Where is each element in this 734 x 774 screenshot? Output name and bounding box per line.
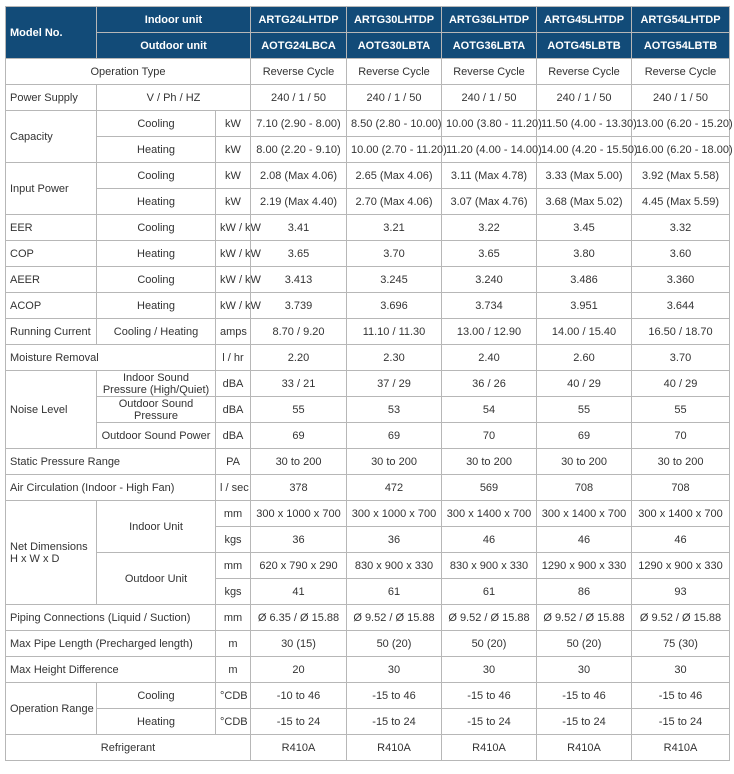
value-cell: Reverse Cycle <box>251 59 347 85</box>
value-cell: 8.70 / 9.20 <box>251 319 347 345</box>
value-cell: 30 <box>347 657 442 683</box>
row-label: Piping Connections (Liquid / Suction) <box>6 605 216 631</box>
sub-label: Heating <box>97 293 216 319</box>
row-label: Input Power <box>6 163 97 215</box>
value-cell: 7.10 (2.90 - 8.00) <box>251 111 347 137</box>
value-cell: Ø 9.52 / Ø 15.88 <box>442 605 537 631</box>
value-cell: 50 (20) <box>347 631 442 657</box>
value-cell: 55 <box>537 397 632 423</box>
value-cell: 2.40 <box>442 345 537 371</box>
value-cell: 14.00 / 15.40 <box>537 319 632 345</box>
outdoor-model-header: AOTG24LBCA <box>251 33 347 59</box>
row-acop <box>6 293 730 319</box>
unit-label: amps <box>216 319 251 345</box>
value-cell: 3.92 (Max 5.58) <box>632 163 730 189</box>
unit-label: mm <box>216 553 251 579</box>
value-cell: 300 x 1000 x 700 <box>347 501 442 527</box>
row-operation-range-heating <box>6 709 730 735</box>
row-refrigerant <box>6 735 730 761</box>
unit-label: °CDB <box>216 683 251 709</box>
value-cell: 10.00 (2.70 - 11.20) <box>347 137 442 163</box>
value-cell: 300 x 1400 x 700 <box>632 501 730 527</box>
value-cell: 86 <box>537 579 632 605</box>
outdoor-model-header: AOTG45LBTB <box>537 33 632 59</box>
unit-label: dBA <box>216 423 251 449</box>
row-label: Moisture Removal <box>6 345 216 371</box>
value-cell: -10 to 46 <box>251 683 347 709</box>
row-label: Operation Type <box>6 59 251 85</box>
value-cell: 61 <box>442 579 537 605</box>
row-label: AEER <box>6 267 97 293</box>
value-cell: 2.65 (Max 4.06) <box>347 163 442 189</box>
row-label: Operation Range <box>6 683 97 735</box>
value-cell: 3.413 <box>251 267 347 293</box>
row-dim-indoor-mm <box>6 501 730 527</box>
value-cell: 3.32 <box>632 215 730 241</box>
row-label: Net Dimensions H x W x D <box>6 501 97 605</box>
value-cell: 708 <box>537 475 632 501</box>
value-cell: -15 to 46 <box>537 683 632 709</box>
value-cell: 55 <box>632 397 730 423</box>
sub-label: Heating <box>97 137 216 163</box>
unit-label: dBA <box>216 371 251 397</box>
value-cell: 300 x 1400 x 700 <box>537 501 632 527</box>
header-row-indoor <box>6 7 730 33</box>
value-cell: -15 to 24 <box>442 709 537 735</box>
unit-label: kW <box>216 137 251 163</box>
value-cell: 30 <box>632 657 730 683</box>
value-cell: 300 x 1400 x 700 <box>442 501 537 527</box>
indoor-unit-header: Indoor unit <box>97 7 251 33</box>
row-label: Power Supply <box>6 85 97 111</box>
unit-label: kW / kW <box>216 267 251 293</box>
value-cell: 3.240 <box>442 267 537 293</box>
row-operation-range-cooling <box>6 683 730 709</box>
sub-label: Outdoor Sound Pressure <box>97 397 216 423</box>
value-cell: -15 to 24 <box>251 709 347 735</box>
value-cell: Ø 9.52 / Ø 15.88 <box>537 605 632 631</box>
sub-label: Indoor Unit <box>97 501 216 553</box>
value-cell: 53 <box>347 397 442 423</box>
value-cell: 16.00 (6.20 - 18.00) <box>632 137 730 163</box>
unit-label: dBA <box>216 397 251 423</box>
row-noise-indoor <box>6 371 730 397</box>
value-cell: 3.65 <box>442 241 537 267</box>
value-cell: 16.50 / 18.70 <box>632 319 730 345</box>
row-moisture-removal <box>6 345 730 371</box>
row-air-circulation <box>6 475 730 501</box>
sub-label: Heating <box>97 189 216 215</box>
value-cell: 46 <box>537 527 632 553</box>
value-cell: 3.245 <box>347 267 442 293</box>
unit-label: kW <box>216 189 251 215</box>
unit-label: kW / kW <box>216 215 251 241</box>
value-cell: -15 to 46 <box>347 683 442 709</box>
value-cell: 300 x 1000 x 700 <box>251 501 347 527</box>
value-cell: 3.33 (Max 5.00) <box>537 163 632 189</box>
sub-label: Cooling <box>97 683 216 709</box>
unit-label: m <box>216 657 251 683</box>
value-cell: 472 <box>347 475 442 501</box>
value-cell: 2.30 <box>347 345 442 371</box>
value-cell: 61 <box>347 579 442 605</box>
row-max-height <box>6 657 730 683</box>
row-capacity-heating <box>6 137 730 163</box>
value-cell: 36 / 26 <box>442 371 537 397</box>
value-cell: 30 to 200 <box>442 449 537 475</box>
row-operation-type <box>6 59 730 85</box>
sub-label: Indoor Sound Pressure (High/Quiet) <box>97 371 216 397</box>
value-cell: 30 to 200 <box>251 449 347 475</box>
specifications-table <box>5 6 733 761</box>
row-max-pipe-length <box>6 631 730 657</box>
outdoor-unit-header: Outdoor unit <box>97 33 251 59</box>
value-cell: 4.45 (Max 5.59) <box>632 189 730 215</box>
unit-label: V / Ph / HZ <box>97 85 251 111</box>
value-cell: R410A <box>347 735 442 761</box>
value-cell: 3.11 (Max 4.78) <box>442 163 537 189</box>
value-cell: 20 <box>251 657 347 683</box>
value-cell: 40 / 29 <box>537 371 632 397</box>
value-cell: 10.00 (3.80 - 11.20) <box>442 111 537 137</box>
value-cell: 240 / 1 / 50 <box>537 85 632 111</box>
value-cell: 3.951 <box>537 293 632 319</box>
value-cell: R410A <box>442 735 537 761</box>
value-cell: 40 / 29 <box>632 371 730 397</box>
value-cell: 3.734 <box>442 293 537 319</box>
unit-label: kgs <box>216 579 251 605</box>
value-cell: 3.65 <box>251 241 347 267</box>
row-noise-outdoor-power <box>6 423 730 449</box>
sub-label: Cooling <box>97 163 216 189</box>
indoor-model-header: ARTG30LHTDP <box>347 7 442 33</box>
sub-label: Heating <box>97 709 216 735</box>
value-cell: 1290 x 900 x 330 <box>537 553 632 579</box>
value-cell: 3.70 <box>632 345 730 371</box>
value-cell: 70 <box>632 423 730 449</box>
value-cell: -15 to 24 <box>347 709 442 735</box>
sub-label: Cooling / Heating <box>97 319 216 345</box>
unit-label: m <box>216 631 251 657</box>
value-cell: Reverse Cycle <box>442 59 537 85</box>
value-cell: 3.70 <box>347 241 442 267</box>
value-cell: 2.70 (Max 4.06) <box>347 189 442 215</box>
unit-label: kW <box>216 163 251 189</box>
value-cell: 708 <box>632 475 730 501</box>
value-cell: 11.20 (4.00 - 14.00) <box>442 137 537 163</box>
row-label: Max Height Difference <box>6 657 216 683</box>
unit-label: l / sec <box>216 475 251 501</box>
value-cell: 240 / 1 / 50 <box>251 85 347 111</box>
value-cell: 30 <box>537 657 632 683</box>
row-cop <box>6 241 730 267</box>
row-piping <box>6 605 730 631</box>
model-no-header: Model No. <box>6 7 97 59</box>
value-cell: 69 <box>251 423 347 449</box>
row-power-supply <box>6 85 730 111</box>
outdoor-model-header: AOTG30LBTA <box>347 33 442 59</box>
value-cell: -15 to 46 <box>442 683 537 709</box>
value-cell: 14.00 (4.20 - 15.50) <box>537 137 632 163</box>
value-cell: 70 <box>442 423 537 449</box>
row-dim-outdoor-mm <box>6 553 730 579</box>
unit-label: kW <box>216 111 251 137</box>
value-cell: 240 / 1 / 50 <box>442 85 537 111</box>
value-cell: 93 <box>632 579 730 605</box>
unit-label: kW / kW <box>216 293 251 319</box>
indoor-model-header: ARTG36LHTDP <box>442 7 537 33</box>
unit-label: PA <box>216 449 251 475</box>
value-cell: 2.19 (Max 4.40) <box>251 189 347 215</box>
value-cell: 2.20 <box>251 345 347 371</box>
value-cell: 569 <box>442 475 537 501</box>
value-cell: 830 x 900 x 330 <box>347 553 442 579</box>
row-label: Static Pressure Range <box>6 449 216 475</box>
value-cell: 2.08 (Max 4.06) <box>251 163 347 189</box>
value-cell: Ø 6.35 / Ø 15.88 <box>251 605 347 631</box>
value-cell: 8.00 (2.20 - 9.10) <box>251 137 347 163</box>
value-cell: Ø 9.52 / Ø 15.88 <box>347 605 442 631</box>
unit-label: l / hr <box>216 345 251 371</box>
row-label: Refrigerant <box>6 735 251 761</box>
value-cell: 54 <box>442 397 537 423</box>
value-cell: 50 (20) <box>537 631 632 657</box>
header-row-outdoor <box>6 33 730 59</box>
value-cell: 3.21 <box>347 215 442 241</box>
value-cell: 30 to 200 <box>632 449 730 475</box>
unit-label: kgs <box>216 527 251 553</box>
value-cell: 830 x 900 x 330 <box>442 553 537 579</box>
value-cell: 240 / 1 / 50 <box>632 85 730 111</box>
row-static-pressure <box>6 449 730 475</box>
value-cell: 3.41 <box>251 215 347 241</box>
row-noise-outdoor-pressure <box>6 397 730 423</box>
sub-label: Cooling <box>97 215 216 241</box>
row-capacity-cooling <box>6 111 730 137</box>
value-cell: 30 to 200 <box>347 449 442 475</box>
outdoor-model-header: AOTG54LBTB <box>632 33 730 59</box>
value-cell: 13.00 (6.20 - 15.20) <box>632 111 730 137</box>
row-running-current <box>6 319 730 345</box>
value-cell: 3.45 <box>537 215 632 241</box>
value-cell: 3.696 <box>347 293 442 319</box>
value-cell: 30 (15) <box>251 631 347 657</box>
value-cell: 69 <box>347 423 442 449</box>
value-cell: 46 <box>632 527 730 553</box>
value-cell: Reverse Cycle <box>537 59 632 85</box>
value-cell: 620 x 790 x 290 <box>251 553 347 579</box>
row-label: Max Pipe Length (Precharged length) <box>6 631 216 657</box>
value-cell: 8.50 (2.80 - 10.00) <box>347 111 442 137</box>
row-label: Capacity <box>6 111 97 163</box>
value-cell: 30 <box>442 657 537 683</box>
value-cell: 50 (20) <box>442 631 537 657</box>
value-cell: 13.00 / 12.90 <box>442 319 537 345</box>
value-cell: 36 <box>251 527 347 553</box>
row-label: Noise Level <box>6 371 97 449</box>
value-cell: 75 (30) <box>632 631 730 657</box>
row-label: ACOP <box>6 293 97 319</box>
value-cell: R410A <box>537 735 632 761</box>
value-cell: Reverse Cycle <box>632 59 730 85</box>
value-cell: 30 to 200 <box>537 449 632 475</box>
sub-label: Cooling <box>97 267 216 293</box>
value-cell: 3.68 (Max 5.02) <box>537 189 632 215</box>
value-cell: 46 <box>442 527 537 553</box>
row-aeer <box>6 267 730 293</box>
value-cell: 3.360 <box>632 267 730 293</box>
row-label: Running Current <box>6 319 97 345</box>
value-cell: 1290 x 900 x 330 <box>632 553 730 579</box>
value-cell: Ø 9.52 / Ø 15.88 <box>632 605 730 631</box>
unit-label: mm <box>216 501 251 527</box>
value-cell: 3.22 <box>442 215 537 241</box>
value-cell: 37 / 29 <box>347 371 442 397</box>
row-label: EER <box>6 215 97 241</box>
value-cell: 69 <box>537 423 632 449</box>
value-cell: 36 <box>347 527 442 553</box>
value-cell: 3.739 <box>251 293 347 319</box>
indoor-model-header: ARTG54LHTDP <box>632 7 730 33</box>
row-input-power-cooling <box>6 163 730 189</box>
indoor-model-header: ARTG45LHTDP <box>537 7 632 33</box>
value-cell: 240 / 1 / 50 <box>347 85 442 111</box>
value-cell: 11.10 / 11.30 <box>347 319 442 345</box>
value-cell: R410A <box>632 735 730 761</box>
row-eer <box>6 215 730 241</box>
unit-label: °CDB <box>216 709 251 735</box>
sub-label: Heating <box>97 241 216 267</box>
value-cell: 378 <box>251 475 347 501</box>
value-cell: 55 <box>251 397 347 423</box>
value-cell: 41 <box>251 579 347 605</box>
value-cell: 11.50 (4.00 - 13.30) <box>537 111 632 137</box>
value-cell: 33 / 21 <box>251 371 347 397</box>
unit-label: mm <box>216 605 251 631</box>
unit-label: kW / kW <box>216 241 251 267</box>
row-label: Air Circulation (Indoor - High Fan) <box>6 475 216 501</box>
row-label: COP <box>6 241 97 267</box>
indoor-model-header: ARTG24LHTDP <box>251 7 347 33</box>
value-cell: 3.07 (Max 4.76) <box>442 189 537 215</box>
outdoor-model-header: AOTG36LBTA <box>442 33 537 59</box>
value-cell: -15 to 24 <box>537 709 632 735</box>
value-cell: 3.486 <box>537 267 632 293</box>
sub-label: Cooling <box>97 111 216 137</box>
value-cell: 3.644 <box>632 293 730 319</box>
value-cell: 2.60 <box>537 345 632 371</box>
value-cell: 3.80 <box>537 241 632 267</box>
value-cell: R410A <box>251 735 347 761</box>
value-cell: 3.60 <box>632 241 730 267</box>
value-cell: Reverse Cycle <box>347 59 442 85</box>
value-cell: -15 to 46 <box>632 683 730 709</box>
value-cell: -15 to 24 <box>632 709 730 735</box>
sub-label: Outdoor Unit <box>97 553 216 605</box>
row-input-power-heating <box>6 189 730 215</box>
sub-label: Outdoor Sound Power <box>97 423 216 449</box>
